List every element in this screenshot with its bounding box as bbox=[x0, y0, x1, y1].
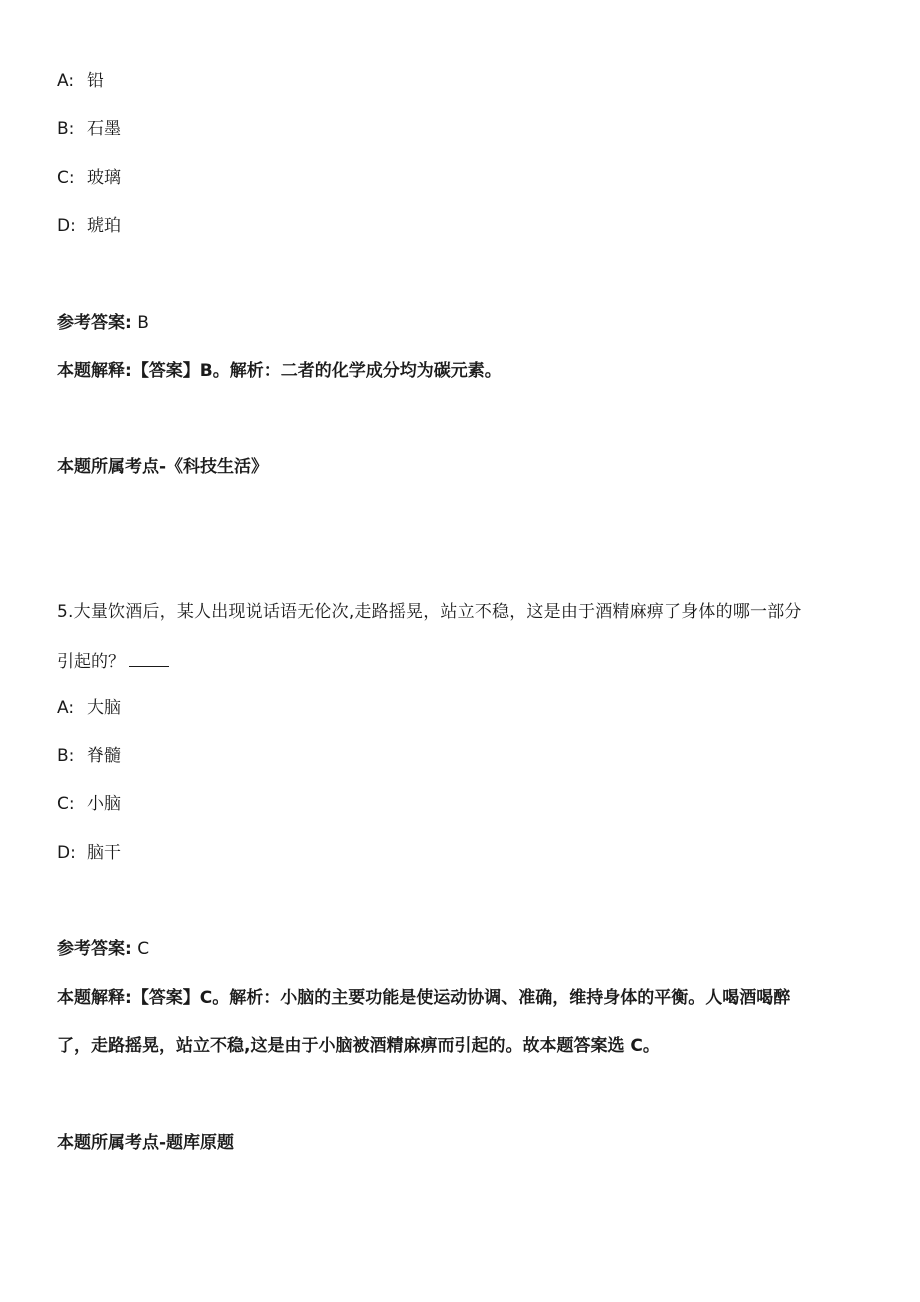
explanation-text: 了，走路摇晃，站立不稳,这是由于小脑被酒精麻痹而引起的。故本题答案选 C。 bbox=[57, 1036, 660, 1056]
q4-answer bbox=[57, 311, 149, 335]
option-letter: B: bbox=[57, 119, 75, 139]
topic-text: 本题所属考点-《科技生活》 bbox=[57, 457, 269, 477]
topic-text: 本题所属考点-题库原题 bbox=[57, 1133, 235, 1153]
option-letter: D: bbox=[57, 843, 76, 863]
answer-blank bbox=[129, 649, 169, 667]
option-letter: C: bbox=[57, 794, 75, 814]
option-text: 石墨 bbox=[87, 119, 121, 139]
explanation-label: 本题解释: bbox=[57, 361, 132, 381]
q4-option-d bbox=[57, 214, 121, 238]
question-text: 5.大量饮酒后，某人出现说话语无伦次,走路摇晃，站立不稳，这是由于酒精麻痹了身体的哪一部分 bbox=[57, 602, 802, 622]
q5-option-b bbox=[57, 744, 121, 768]
q5-topic bbox=[57, 1131, 234, 1155]
option-letter: A: bbox=[57, 698, 75, 718]
option-text: 脑干 bbox=[87, 843, 121, 863]
option-letter: B: bbox=[57, 746, 75, 766]
answer-label: 参考答案: bbox=[57, 939, 132, 959]
explanation-text: 【答案】C。解析：小脑的主要功能是使运动协调、准确，维持身体的平衡。人喝酒喝醉 bbox=[131, 988, 791, 1008]
q4-explanation bbox=[57, 359, 502, 383]
q4-option-b bbox=[57, 117, 121, 141]
option-letter: A: bbox=[57, 71, 75, 91]
q4-option-a bbox=[57, 69, 104, 93]
option-text: 小脑 bbox=[87, 794, 121, 814]
answer-label: 参考答案: bbox=[57, 313, 132, 333]
option-text: 玻璃 bbox=[87, 168, 121, 188]
q5-option-a bbox=[57, 696, 121, 720]
q5-option-c bbox=[57, 792, 121, 816]
option-letter: D: bbox=[57, 216, 76, 236]
answer-value: B bbox=[131, 313, 149, 333]
option-text: 脊髓 bbox=[87, 746, 121, 766]
q5-option-d bbox=[57, 841, 121, 865]
option-text: 琥珀 bbox=[87, 216, 121, 236]
q5-question-line2 bbox=[57, 649, 169, 674]
q5-answer bbox=[57, 937, 149, 961]
q5-question-line1 bbox=[57, 600, 802, 624]
answer-value: C bbox=[131, 939, 150, 959]
question-text: 引起的？ bbox=[57, 652, 125, 672]
explanation-text: 【答案】B。解析：二者的化学成分均为碳元素。 bbox=[131, 361, 502, 381]
q5-explanation-line1 bbox=[57, 986, 790, 1010]
explanation-label: 本题解释: bbox=[57, 988, 132, 1008]
q4-option-c bbox=[57, 166, 121, 190]
q4-topic bbox=[57, 455, 268, 479]
option-text: 大脑 bbox=[87, 698, 121, 718]
option-text: 铅 bbox=[87, 71, 104, 91]
option-letter: C: bbox=[57, 168, 75, 188]
q5-explanation-line2 bbox=[57, 1034, 660, 1058]
